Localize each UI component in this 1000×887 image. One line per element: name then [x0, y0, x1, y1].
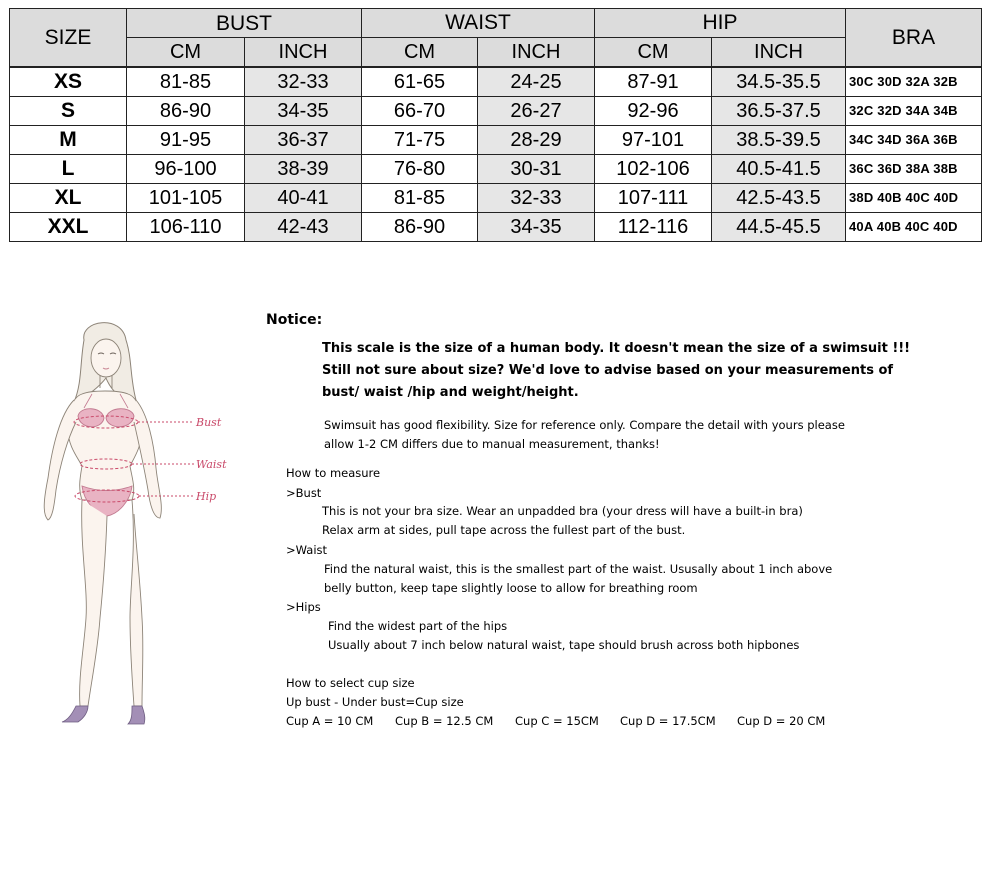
cup-a-value: Cup A = 10 CM	[286, 714, 374, 728]
table-cell: 28-29	[478, 126, 595, 155]
size-label: XL	[10, 184, 127, 213]
bra-cell: 40A 40B 40C 40D	[846, 213, 982, 242]
table-cell: 86-90	[362, 213, 478, 242]
waist-header: WAIST	[362, 9, 595, 38]
table-cell: 112-116	[595, 213, 712, 242]
table-row	[10, 213, 982, 242]
table-cell: 32-33	[245, 67, 362, 97]
table-cell: 24-25	[478, 67, 595, 97]
cup-size-formula: Up bust - Under bust=Cup size	[286, 695, 464, 709]
size-label: S	[10, 97, 127, 126]
table-cell: 81-85	[362, 184, 478, 213]
unit-header: CM	[127, 38, 245, 68]
table-cell: 42.5-43.5	[712, 184, 846, 213]
hips-instruction: Find the widest part of the hips	[328, 619, 508, 633]
size-label: XS	[10, 67, 127, 97]
table-cell: 97-101	[595, 126, 712, 155]
table-row	[10, 67, 982, 97]
table-cell: 42-43	[245, 213, 362, 242]
table-cell: 61-65	[362, 67, 478, 97]
hip-label: Hip	[196, 490, 217, 503]
cup-c-value: Cup C = 15CM	[515, 714, 599, 728]
table-cell: 36-37	[245, 126, 362, 155]
table-cell: 34-35	[478, 213, 595, 242]
notice-bold-line: bust/ waist /hip and weight/height.	[322, 385, 579, 400]
bust-instruction: This is not your bra size. Wear an unpadded bra (your dress will have a built-in bra)	[322, 504, 803, 518]
bra-cell: 32C 32D 34A 34B	[846, 97, 982, 126]
table-cell: 86-90	[127, 97, 245, 126]
size-label: M	[10, 126, 127, 155]
table-cell: 32-33	[478, 184, 595, 213]
table-cell: 76-80	[362, 155, 478, 184]
table-cell: 107-111	[595, 184, 712, 213]
hips-heading: >Hips	[286, 600, 321, 614]
table-cell: 40.5-41.5	[712, 155, 846, 184]
table-cell: 101-105	[127, 184, 245, 213]
hips-instruction: Usually about 7 inch below natural waist, tape should brush across both hipbones	[328, 638, 800, 652]
bust-instruction: Relax arm at sides, pull tape across the fullest part of the bust.	[322, 523, 686, 537]
size-label: XXL	[10, 213, 127, 242]
body-measurement-figure	[22, 318, 252, 728]
table-cell: 36.5-37.5	[712, 97, 846, 126]
table-cell: 102-106	[595, 155, 712, 184]
table-cell: 30-31	[478, 155, 595, 184]
bust-heading: >Bust	[286, 486, 322, 500]
table-cell: 26-27	[478, 97, 595, 126]
bust-label: Bust	[196, 416, 222, 429]
bra-header: BRA	[846, 9, 982, 68]
table-row	[10, 97, 982, 126]
table-row	[10, 184, 982, 213]
table-cell: 96-100	[127, 155, 245, 184]
hip-header: HIP	[595, 9, 846, 38]
waist-instruction: Find the natural waist, this is the smallest part of the waist. Ususally about 1 inch above	[324, 562, 833, 576]
table-cell: 38.5-39.5	[712, 126, 846, 155]
table-cell: 92-96	[595, 97, 712, 126]
table-cell: 91-95	[127, 126, 245, 155]
unit-header: INCH	[245, 38, 362, 68]
unit-header: CM	[595, 38, 712, 68]
flexibility-note: allow 1-2 CM differs due to manual measurement, thanks!	[324, 437, 660, 451]
bra-cell: 34C 34D 36A 36B	[846, 126, 982, 155]
bra-cell: 30C 30D 32A 32B	[846, 67, 982, 97]
table-cell: 34-35	[245, 97, 362, 126]
table-cell: 66-70	[362, 97, 478, 126]
table-cell: 87-91	[595, 67, 712, 97]
waist-heading: >Waist	[286, 543, 328, 557]
table-cell: 38-39	[245, 155, 362, 184]
unit-header: INCH	[478, 38, 595, 68]
table-cell: 81-85	[127, 67, 245, 97]
waist-label: Waist	[196, 458, 227, 471]
table-row	[10, 126, 982, 155]
cup-d2-value: Cup D = 20 CM	[737, 714, 826, 728]
table-cell: 34.5-35.5	[712, 67, 846, 97]
table-cell: 71-75	[362, 126, 478, 155]
cup-d-value: Cup D = 17.5CM	[620, 714, 716, 728]
flexibility-note: Swimsuit has good flexibility. Size for reference only. Compare the detail with yours please	[324, 418, 845, 432]
notice-bold-line: Still not sure about size? We'd love to advise based on your measurements of	[322, 363, 894, 378]
size-label: L	[10, 155, 127, 184]
table-cell: 44.5-45.5	[712, 213, 846, 242]
bra-cell: 36C 36D 38A 38B	[846, 155, 982, 184]
cup-size-heading: How to select cup size	[286, 676, 415, 690]
bust-header: BUST	[127, 9, 362, 38]
table-row	[10, 155, 982, 184]
unit-header: CM	[362, 38, 478, 68]
bra-cell: 38D 40B 40C 40D	[846, 184, 982, 213]
table-cell: 106-110	[127, 213, 245, 242]
size-header: SIZE	[10, 9, 127, 68]
notice-bold-line: This scale is the size of a human body. It doesn't mean the size of a swimsuit !!!	[322, 341, 911, 356]
table-cell: 40-41	[245, 184, 362, 213]
waist-instruction: belly button, keep tape slightly loose to allow for breathing room	[324, 581, 698, 595]
notice-title: Notice:	[266, 312, 323, 328]
unit-header: INCH	[712, 38, 846, 68]
size-chart-table	[9, 8, 982, 242]
how-to-measure-heading: How to measure	[286, 466, 381, 480]
cup-b-value: Cup B = 12.5 CM	[395, 714, 494, 728]
